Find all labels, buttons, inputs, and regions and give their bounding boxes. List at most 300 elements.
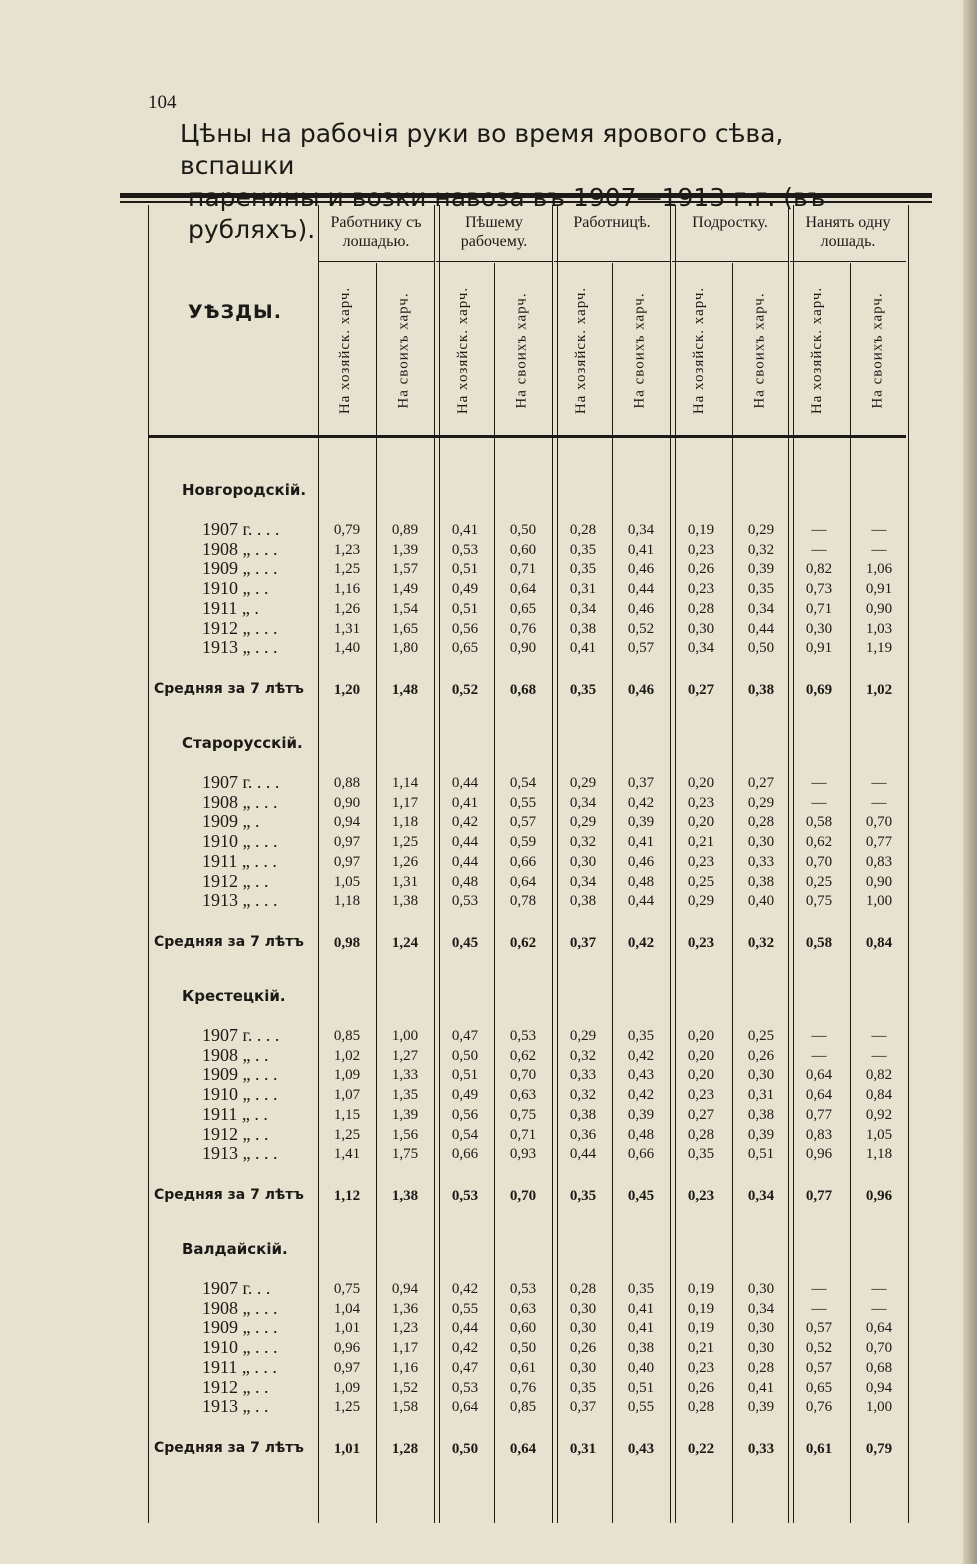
table-cell: 0,56 [451,1106,479,1123]
table-cell: 0,26 [747,1047,775,1064]
table-cell: 0,41 [627,834,655,851]
table-cell: 0,39 [747,1399,775,1416]
section-title: Новгородскій. [182,481,307,499]
table-cell: 0,34 [569,873,597,890]
year-label: 1907 г. . . . [202,1025,280,1045]
sub-header-label: На своихъ харч. [395,291,412,409]
table-cell: 1,36 [391,1300,419,1317]
table-cell: 0,44 [451,834,479,851]
table-cell: 0,71 [509,561,537,578]
average-cell: 0,33 [747,1441,775,1457]
table-cell: 0,30 [747,1067,775,1084]
sub-header-label: На своихъ харч. [631,291,648,409]
average-cell: 1,12 [333,1188,361,1204]
table-cell: 0,19 [687,522,715,538]
table-cell: — [871,522,887,538]
table-cell: 0,33 [569,1067,597,1084]
table-cell: 0,73 [805,581,833,598]
sub-header-own-board [505,265,539,435]
table-top-rule [120,193,932,198]
table-cell: 1,17 [391,794,419,811]
table-cell: 0,60 [509,541,537,558]
table-cell: 0,41 [451,522,479,538]
table-cell: 1,39 [391,1106,419,1123]
table-cell: 0,32 [747,541,775,558]
table-cell: 1,56 [391,1126,419,1143]
group-header-rule [436,261,552,262]
year-label: 1911 „ . . [202,1103,268,1124]
table-cell: — [871,1300,887,1317]
table-cell: 1,18 [333,893,361,910]
table-cell: 0,83 [865,853,893,870]
table-cell: 0,44 [451,1320,479,1337]
table-cell: 0,97 [333,1359,361,1376]
table-cell: 0,68 [865,1359,893,1376]
table-cell: 0,54 [451,1126,479,1143]
table-cell: 0,57 [627,640,655,657]
average-cell: 0,23 [687,1188,715,1204]
table-cell: 0,76 [509,1379,537,1396]
average-cell: 0,45 [627,1188,655,1204]
table-cell: 1,80 [391,640,419,657]
table-cell: 0,49 [451,1087,479,1104]
table-cell: 0,92 [865,1106,893,1123]
average-cell: 1,02 [865,682,893,698]
table-cell: 0,36 [569,1126,597,1143]
table-cell: 0,20 [687,1067,715,1084]
table-cell: 0,29 [747,794,775,811]
table-cell: 0,63 [509,1087,537,1104]
table-cell: 1,75 [391,1146,419,1163]
table-cell: 0,82 [805,561,833,578]
table-cell: 1,40 [333,640,361,657]
table-cell: 1,19 [865,640,893,657]
table-cell: 0,19 [687,1320,715,1337]
table-cell: 1,18 [391,814,419,831]
year-label: 1908 „ . . . [202,1297,278,1318]
table-cell: 0,37 [627,775,655,791]
table-cell: 0,48 [627,1126,655,1143]
table-cell: 0,37 [569,1399,597,1416]
average-cell: 0,22 [687,1441,715,1457]
table-cell: 0,27 [747,775,775,791]
table-cell: 0,34 [569,794,597,811]
table-cell: 1,52 [391,1379,419,1396]
table-cell: 0,30 [569,1359,597,1376]
table-cell: 0,28 [747,814,775,831]
table-cell: 0,29 [747,522,775,538]
table-cell: 0,25 [687,873,715,890]
table-cell: 0,56 [451,620,479,637]
average-cell: 0,34 [747,1188,775,1204]
table-cell: 0,51 [627,1379,655,1396]
table-cell: 1,16 [333,581,361,598]
table-cell: 0,64 [865,1320,893,1337]
table-cell: 1,35 [391,1087,419,1104]
average-cell: 0,70 [509,1188,537,1204]
table-cell: 1,26 [391,853,419,870]
column-header-uezdy: УѢЗДЫ. [188,301,282,323]
table-cell: 0,77 [865,834,893,851]
table-cell: 0,35 [569,541,597,558]
table-cell: 0,35 [747,581,775,598]
average-cell: 0,45 [451,935,479,951]
average-cell: 0,96 [865,1188,893,1204]
table-cell: 1,05 [865,1126,893,1143]
table-cell: 0,66 [627,1146,655,1163]
table-cell: 0,70 [509,1067,537,1084]
table-cell: 0,25 [805,873,833,890]
table-cell: 1,06 [865,561,893,578]
average-cell: 0,62 [509,935,537,951]
average-label: Средняя за 7 лѣтъ [154,681,304,697]
average-cell: 0,27 [687,682,715,698]
average-cell: 0,35 [569,682,597,698]
table-cell: 1,09 [333,1379,361,1396]
table-cell: 0,96 [333,1340,361,1357]
table-cell: — [811,522,827,538]
sub-header-label: На хозяйск. харч. [691,286,708,414]
group-divider [908,205,909,1523]
table-cell: 1,03 [865,620,893,637]
table-cell: 0,79 [333,522,361,538]
table-cell: 1,25 [333,1399,361,1416]
title-line-2: рубляхъ). [188,215,316,244]
table-cell: 0,19 [687,1281,715,1297]
table-cell: 1,02 [333,1047,361,1064]
table-cell: — [871,775,887,791]
average-cell: 1,28 [391,1441,419,1457]
group-header: Работнику съ лошадью. [330,214,422,250]
table-cell: 0,26 [687,1379,715,1396]
table-cell: 1,14 [391,775,419,791]
table-cell: 0,29 [687,893,715,910]
table-cell: 0,48 [451,873,479,890]
table-cell: 0,34 [569,600,597,617]
sub-header-label: На хозяйск. харч. [455,286,472,414]
average-cell: 1,24 [391,935,419,951]
table-cell: 0,28 [687,1399,715,1416]
year-label: 1907 г. . . . [202,772,280,792]
table-cell: — [811,775,827,791]
table-cell: 0,70 [865,814,893,831]
table-cell: 1,49 [391,581,419,598]
table-cell: 0,20 [687,1028,715,1044]
average-cell: 0,38 [747,682,775,698]
table-cell: 0,76 [805,1399,833,1416]
table-cell: 0,55 [509,794,537,811]
table-cell: 1,65 [391,620,419,637]
average-cell: 0,61 [805,1441,833,1457]
table-top-rule-thin [120,201,932,203]
year-label: 1909 „ . [202,811,260,832]
group-header: Пѣшему рабочему. [460,214,528,250]
table-cell: 0,20 [687,814,715,831]
table-cell: 1,23 [391,1320,419,1337]
average-cell: 0,98 [333,935,361,951]
table-cell: 0,48 [627,873,655,890]
table-cell: 0,51 [747,1146,775,1163]
average-label: Средняя за 7 лѣтъ [154,1440,304,1456]
table-cell: 0,65 [805,1379,833,1396]
table-cell: 0,41 [451,794,479,811]
table-cell: 0,47 [451,1028,479,1044]
year-label: 1912 „ . . [202,1123,269,1144]
table-cell: 0,91 [865,581,893,598]
table-cell: 0,44 [747,620,775,637]
average-cell: 0,68 [509,682,537,698]
year-label: 1907 г. . . . [202,519,280,539]
year-label: 1913 „ . . . [202,890,278,911]
table-cell: 0,30 [569,1300,597,1317]
table-cell: 0,60 [509,1320,537,1337]
table-cell: 0,42 [627,1047,655,1064]
table-cell: 1,17 [391,1340,419,1357]
table-cell: 0,42 [451,814,479,831]
year-label: 1910 „ . . . [202,831,278,852]
table-cell: 0,30 [747,1340,775,1357]
table-cell: 1,25 [391,834,419,851]
sub-header-label: На хозяйск. харч. [337,286,354,414]
average-cell: 1,48 [391,682,419,698]
table-cell: 0,35 [569,1379,597,1396]
table-cell: 0,35 [627,1028,655,1044]
year-label: 1910 „ . . [202,578,269,599]
table-cell: 1,41 [333,1146,361,1163]
table-cell: 1,31 [333,620,361,637]
average-cell: 0,52 [451,682,479,698]
table-cell: 0,90 [865,600,893,617]
table-cell: 0,30 [747,834,775,851]
average-cell: 0,23 [687,935,715,951]
table-cell: 0,25 [747,1028,775,1044]
sub-header-host-board [565,265,599,435]
sub-header-host-board [329,265,363,435]
table-cell: 1,23 [333,541,361,558]
table-cell: 0,71 [805,600,833,617]
table-cell: 1,33 [391,1067,419,1084]
table-cell: 0,32 [569,834,597,851]
table-cell: 0,35 [627,1281,655,1297]
table-cell: 0,52 [627,620,655,637]
table-cell: 1,01 [333,1320,361,1337]
table-cell: 0,32 [569,1087,597,1104]
table-cell: 0,28 [687,600,715,617]
average-cell: 0,79 [865,1441,893,1457]
table-cell: 0,26 [569,1340,597,1357]
table-cell: 0,44 [451,853,479,870]
page-edge [963,0,977,1564]
year-label: 1909 „ . . . [202,1317,278,1338]
average-label: Средняя за 7 лѣтъ [154,934,304,950]
price-table [120,193,932,1523]
table-cell: 0,21 [687,834,715,851]
table-cell: 0,93 [509,1146,537,1163]
table-cell: 1,15 [333,1106,361,1123]
average-cell: 0,53 [451,1188,479,1204]
table-cell: 0,64 [805,1067,833,1084]
table-cell: 0,42 [451,1340,479,1357]
group-header-rule [318,261,434,262]
table-cell: — [871,794,887,811]
average-cell: 0,43 [627,1441,655,1457]
table-cell: — [811,794,827,811]
table-cell: 0,41 [569,640,597,657]
table-cell: 0,51 [451,600,479,617]
table-cell: 0,29 [569,775,597,791]
table-cell: 1,38 [391,893,419,910]
table-cell: 0,90 [865,873,893,890]
table-cell: 0,63 [509,1300,537,1317]
sub-header-own-board [861,265,895,435]
table-cell: 0,90 [509,640,537,657]
table-cell: 0,71 [509,1126,537,1143]
table-cell: 0,20 [687,1047,715,1064]
table-cell: 0,31 [747,1087,775,1104]
average-cell: 0,32 [747,935,775,951]
table-cell: — [871,1281,887,1297]
average-cell: 0,31 [569,1441,597,1457]
table-cell: 0,66 [451,1146,479,1163]
average-cell: 0,64 [509,1441,537,1457]
table-cell: 0,46 [627,853,655,870]
table-cell: 1,39 [391,541,419,558]
year-label: 1911 „ . . . [202,1356,277,1377]
table-cell: 0,23 [687,581,715,598]
page-number: 104 [148,92,177,113]
table-cell: 0,52 [805,1340,833,1357]
table-cell: 0,61 [509,1359,537,1376]
year-label: 1911 „ . [202,597,259,618]
table-cell: 0,28 [569,522,597,538]
section-title: Старорусскій. [182,734,303,752]
average-cell: 0,46 [627,682,655,698]
year-label: 1910 „ . . . [202,1084,278,1105]
table-cell: 0,41 [627,541,655,558]
table-cell: 0,35 [687,1146,715,1163]
table-cell: 0,85 [509,1399,537,1416]
table-cell: 0,42 [627,1087,655,1104]
group-header: Работницѣ. [573,214,651,231]
table-cell: 0,58 [805,814,833,831]
table-cell: 1,09 [333,1067,361,1084]
year-label: 1913 „ . . . [202,637,278,658]
table-cell: 0,65 [509,600,537,617]
year-label: 1908 „ . . . [202,791,278,812]
table-cell: 1,18 [865,1146,893,1163]
sub-header-host-board [447,265,481,435]
table-cell: 0,70 [865,1340,893,1357]
sub-header-own-board [743,265,777,435]
sub-header-label: На своихъ харч. [513,291,530,409]
table-cell: 0,77 [805,1106,833,1123]
table-cell: 1,07 [333,1087,361,1104]
average-cell: 0,35 [569,1188,597,1204]
year-label: 1907 г. . . [202,1278,271,1298]
table-cell: 0,30 [805,620,833,637]
table-cell: 0,94 [865,1379,893,1396]
table-left-rule [148,205,149,1523]
average-cell: 0,50 [451,1441,479,1457]
sub-header-host-board [683,265,717,435]
table-cell: — [811,1281,827,1297]
table-cell: 0,90 [333,794,361,811]
table-cell: 1,05 [333,873,361,890]
table-cell: 0,20 [687,775,715,791]
table-cell: 0,39 [627,814,655,831]
table-cell: 0,40 [627,1359,655,1376]
table-cell: 0,38 [747,1106,775,1123]
table-cell: 0,38 [569,893,597,910]
sub-header-own-board [623,265,657,435]
table-cell: 0,50 [509,522,537,538]
table-cell: 1,26 [333,600,361,617]
table-cell: 1,25 [333,1126,361,1143]
average-cell: 0,37 [569,935,597,951]
table-cell: 0,91 [805,640,833,657]
table-cell: 0,47 [451,1359,479,1376]
table-cell: — [811,1047,827,1064]
table-cell: 1,31 [391,873,419,890]
table-cell: 0,75 [333,1281,361,1297]
sub-header-own-board [387,265,421,435]
table-cell: 0,51 [451,1067,479,1084]
year-label: 1912 „ . . [202,870,269,891]
table-cell: 0,85 [333,1028,361,1044]
table-cell: 0,28 [569,1281,597,1297]
table-cell: 0,75 [805,893,833,910]
year-label: 1911 „ . . . [202,850,277,871]
year-label: 1909 „ . . . [202,558,278,579]
year-label: 1913 „ . . . [202,1143,278,1164]
table-cell: 0,53 [509,1281,537,1297]
table-cell: 0,21 [687,1340,715,1357]
table-cell: — [811,1028,827,1044]
table-cell: 0,54 [509,775,537,791]
year-label: 1913 „ . . [202,1396,269,1417]
table-cell: 0,53 [509,1028,537,1044]
group-header-rule [672,261,788,262]
year-label: 1910 „ . . . [202,1337,278,1358]
table-cell: 0,57 [805,1359,833,1376]
table-cell: 0,39 [747,561,775,578]
sub-header-label: На своихъ харч. [869,291,886,409]
table-cell: 0,70 [805,853,833,870]
group-header: Подростку. [692,214,768,231]
table-cell: 0,88 [333,775,361,791]
table-cell: 0,65 [451,640,479,657]
average-label: Средняя за 7 лѣтъ [154,1187,304,1203]
table-cell: 0,83 [805,1126,833,1143]
table-cell: 0,30 [569,853,597,870]
table-cell: 1,16 [391,1359,419,1376]
table-cell: 0,28 [747,1359,775,1376]
table-cell: 0,41 [627,1300,655,1317]
year-label: 1909 „ . . . [202,1064,278,1085]
table-cell: 0,53 [451,893,479,910]
table-cell: 0,29 [569,814,597,831]
table-cell: 0,38 [627,1340,655,1357]
table-cell: 0,29 [569,1028,597,1044]
table-cell: 0,64 [451,1399,479,1416]
table-cell: 0,82 [865,1067,893,1084]
table-cell: — [811,541,827,558]
table-cell: 1,00 [865,893,893,910]
sub-header-label: На своихъ харч. [751,291,768,409]
section-title: Валдайскій. [182,1240,288,1258]
table-cell: 0,43 [627,1067,655,1084]
table-cell: 0,50 [747,640,775,657]
